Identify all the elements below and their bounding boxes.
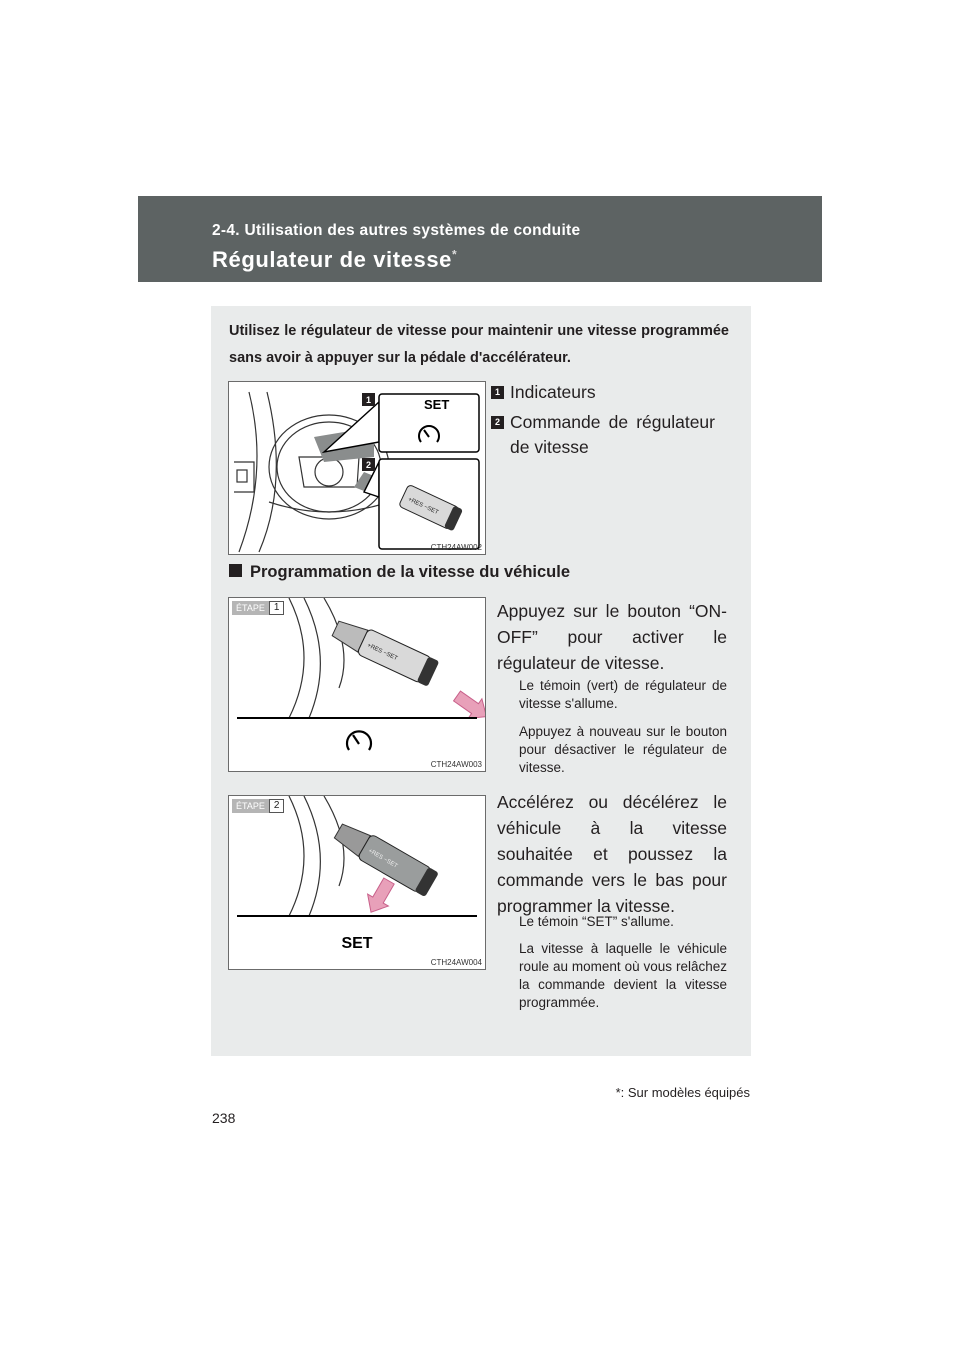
legend-badge: 2 bbox=[491, 416, 504, 429]
intro-text: Utilisez le régulateur de vitesse pour maintenir une vitesse programmée sans avoir à appuyer sur la pédale d'accélérateur. bbox=[229, 323, 729, 366]
legend-item-indicators: 1 Indicateurs bbox=[491, 380, 727, 405]
legend bbox=[491, 380, 727, 460]
etape-label: ÉTAPE 1 bbox=[232, 601, 284, 615]
svg-text:+RES −SET: +RES −SET bbox=[367, 848, 399, 870]
step1-note: Appuyez à nouveau sur le bouton pour désactiver le régulateur de vitesse. bbox=[519, 724, 727, 775]
page-title: Régulateur de vitesse* bbox=[212, 247, 458, 272]
svg-text:+RES −SET: +RES −SET bbox=[366, 642, 399, 662]
asterisk-mark: * bbox=[452, 247, 458, 262]
footnote: *: Sur modèles équipés bbox=[615, 1085, 750, 1100]
svg-text:+RES −SET: +RES −SET bbox=[406, 496, 440, 517]
figure-code: CTH24AW004 bbox=[430, 958, 482, 967]
dashboard-figure bbox=[228, 381, 486, 555]
callout-set-text: SET bbox=[424, 397, 450, 412]
legend-badge: 1 bbox=[491, 386, 504, 399]
square-bullet-icon bbox=[229, 564, 242, 577]
subheading: Programmation de la vitesse du véhicule bbox=[229, 563, 570, 582]
callout-1-badge: 1 bbox=[365, 395, 372, 405]
set-indicator-text: SET bbox=[341, 935, 373, 952]
legend-item-lever: 2 Commande de régulateur de vitesse bbox=[491, 410, 727, 460]
etape-label: ÉTAPE 2 bbox=[232, 799, 284, 813]
page-number: 238 bbox=[212, 1110, 236, 1126]
step1-figure bbox=[228, 597, 486, 772]
figure-code: CTH24AW003 bbox=[430, 760, 482, 769]
step2-figure bbox=[228, 795, 486, 970]
step1-text: Appuyez sur le bouton “ON-OFF” pour activer le régulateur de vitesse. bbox=[497, 601, 727, 673]
step2-note: Le témoin “SET” s'allume. bbox=[519, 914, 674, 929]
chapter-header bbox=[138, 196, 822, 282]
section-label: 2-4. Utilisation des autres systèmes de conduite bbox=[212, 222, 581, 239]
step1-note: Le témoin (vert) de régulateur de vitesse s'allume. bbox=[519, 678, 727, 711]
step2-text: Accélérez ou décélérez le véhicule à la vitesse souhaitée et poussez la commande vers le bas pour programmer la vitesse. bbox=[497, 792, 727, 916]
callout-2-badge: 2 bbox=[365, 460, 372, 470]
content-panel bbox=[211, 306, 751, 1056]
figure-code: CTH24AW002 bbox=[430, 543, 482, 552]
step2-note: La vitesse à laquelle le véhicule roule au moment où vous relâchez la commande devient la vitesse programmée. bbox=[519, 941, 727, 1010]
